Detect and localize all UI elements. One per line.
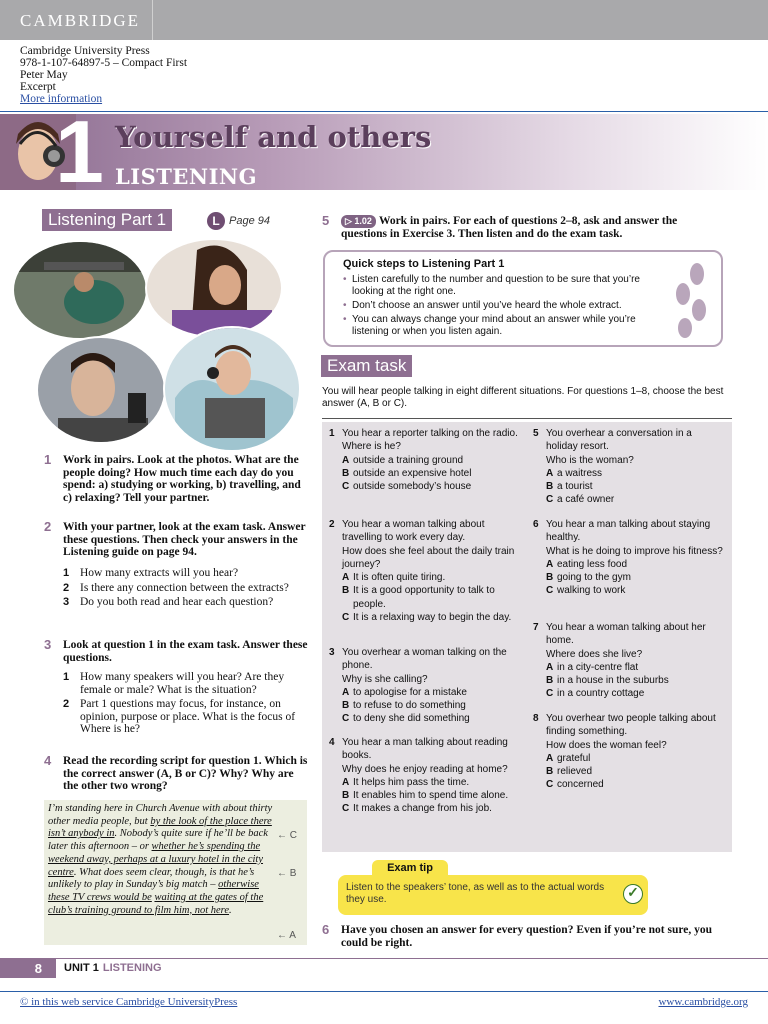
unit-title: Yourself and others: [115, 120, 432, 154]
list-item: • You can always change your mind about an answer while you’re listening or when you listen again.: [343, 314, 673, 338]
option-c[interactable]: C It is a relaxing way to begin the day.: [342, 612, 512, 624]
question-text: Have you chosen an answer for every question? Even if you’re not sure, you could be right.: [341, 924, 712, 949]
photo-commuter: [36, 336, 166, 444]
exam-item-3: 3 You overhear a woman talking on the phone. Why is she calling? A to apologise for a mistake B to refuse to do something C to deny she did something: [329, 646, 519, 726]
option-b[interactable]: B relieved: [546, 766, 593, 778]
exam-task-heading: Exam task: [321, 355, 412, 377]
question-3: [44, 639, 309, 664]
exam-item-5: 5 You overhear a conversation in a holiday resort. Who is the woman? A a waitress B a tourist C a café owner: [533, 427, 723, 507]
more-information-link[interactable]: More information: [20, 93, 103, 105]
divider: [322, 418, 732, 419]
exam-tip-label: Exam tip: [372, 860, 448, 876]
option-b[interactable]: B It is a good opportunity to talk to people.: [342, 585, 495, 610]
exam-item-7: 7 You hear a woman talking about her home. Where does she live? A in a city-centre flat B in a house in the suburbs C in a country cottage: [533, 621, 723, 701]
option-a[interactable]: A It helps him pass the time.: [342, 776, 470, 788]
publisher: Cambridge University Press: [20, 45, 150, 57]
option-c[interactable]: C walking to work: [546, 585, 626, 597]
exam-item-4: 4 You hear a man talking about reading books. Why does he enjoy reading at home? A It helps him pass the time. B It enables him to spend time alone. C It makes a change from his job.: [329, 736, 519, 816]
exam-item-1: 1 You hear a reporter talking on the radio. Where is he? A outside a training ground B outside an expensive hotel C outside somebody’s house: [329, 428, 518, 493]
author: Peter May: [20, 69, 68, 81]
page-footer: [0, 958, 768, 978]
exam-tip-box: [338, 875, 648, 915]
guide-page: Page 94: [229, 214, 270, 227]
section-subtitle: LISTENING: [115, 164, 258, 189]
question-6: [322, 924, 722, 949]
script-text: I’m standing here in Church Avenue with about thirty other media people, but by the look of the place there isn’t anybody in. Nobody’s quite sure if he’ll be back later this afternoon – or whether he’s spending the weekend away, perhaps at a luxury hotel in the city centre. What does seem clear, though, is that he’s unlikely to play in Sunday’s big match – otherwise these TV crews would be waiting at the gates of the club’s training ground to film him, not here.: [48, 803, 273, 916]
question-number: 6: [322, 922, 330, 937]
unit-label: UNIT 1 LISTENING: [64, 962, 162, 974]
guide-reference: [207, 212, 270, 230]
question-text: Read the recording script for question 1. Which is the correct answer (A, B or C)? Why? Why are the other two wrong?: [63, 755, 308, 792]
excerpt-label: Excerpt: [20, 81, 56, 93]
option-a[interactable]: A outside a training ground: [342, 454, 464, 466]
option-a[interactable]: A to apologise for a mistake: [342, 686, 467, 698]
question-text: With your partner, look at the exam task. Answer these questions. Then check your answers in the Listening guide on page 94.: [63, 521, 306, 558]
option-b[interactable]: B a tourist: [546, 481, 593, 493]
option-c[interactable]: C outside somebody’s house: [342, 481, 472, 493]
listening-part-heading: Listening Part 1: [42, 209, 172, 231]
exam-item-6: 6 You hear a man talking about staying healthy. What is he doing to improve his fitness? A eating less food B going to the gym C walking to work: [533, 519, 723, 597]
copyright-link[interactable]: © in this web service Cambridge UniversityPress: [20, 996, 238, 1008]
exam-task-box: [322, 422, 732, 852]
option-c[interactable]: C in a country cottage: [546, 688, 645, 700]
question-2: [44, 521, 309, 559]
list-item: 2 Is there any connection between the extracts?: [63, 581, 289, 594]
quick-steps-list: [343, 274, 673, 340]
list-item: • Don’t choose an answer until you’ve heard the whole extract.: [343, 300, 673, 312]
recording-script: [44, 800, 307, 945]
photo-student: [145, 238, 283, 338]
arrow-b-label: ← B: [277, 868, 297, 879]
question-4: [44, 755, 309, 793]
list-item: 1 How many extracts will you hear?: [63, 567, 239, 579]
option-b[interactable]: B to refuse to do something: [342, 700, 466, 712]
option-b[interactable]: B outside an expensive hotel: [342, 467, 472, 479]
option-b[interactable]: B It enables him to spend time alone.: [342, 790, 509, 802]
listening-guide-icon: L: [207, 212, 225, 230]
option-a[interactable]: A eating less food: [546, 558, 628, 570]
divider: [0, 991, 768, 992]
exam-tip-text: Listen to the speakers’ tone, as well as to the actual words they use.: [346, 882, 605, 905]
question-number: 4: [44, 753, 52, 768]
question-number: 3: [44, 637, 52, 652]
question-text: Look at question 1 in the exam task. Answer these questions.: [63, 639, 308, 664]
list-item: 2 Part 1 questions may focus, for instance, on opinion, purpose or place. What is the focus of Where is he?: [63, 698, 296, 735]
website-link[interactable]: www.cambridge.org: [658, 996, 748, 1008]
question-1: [44, 454, 309, 504]
list-item: 3 Do you both read and hear each question?: [63, 596, 274, 608]
question-number: 5: [322, 213, 330, 228]
option-c[interactable]: C concerned: [546, 779, 604, 791]
book-metadata: [20, 45, 187, 105]
question-text: Work in pairs. Look at the photos. What are the people doing? How much time each day do you spend: a) studying or working, b) travelling, and c) relaxing? Tell your partner.: [63, 454, 301, 504]
question-number: 2: [44, 519, 52, 534]
option-b[interactable]: B in a house in the suburbs: [546, 675, 669, 687]
page-number: 8: [0, 959, 56, 978]
exam-item-8: 8 You overhear two people talking about finding something. How does the woman feel? A grateful B relieved C concerned: [533, 712, 723, 792]
divider: [0, 111, 768, 112]
unit-banner: [0, 102, 768, 201]
photo-mechanic: [12, 240, 148, 340]
option-a[interactable]: A grateful: [546, 752, 591, 764]
footprints-icon: [669, 260, 713, 340]
quick-steps-box: [323, 250, 723, 347]
option-a[interactable]: A in a city-centre flat: [546, 661, 639, 673]
question-2-sublist: [63, 567, 313, 611]
question-5: [322, 215, 722, 240]
question-text: Work in pairs. For each of questions 2–8, ask and answer the questions in Exercise 3. Then listen and do the exam task.: [341, 215, 678, 240]
question-3-sublist: [63, 671, 313, 738]
exam-item-2: 2 You hear a woman talking about travelling to work every day. How does she feel about the daily train journey? A It is often quite tiring. B It is a good opportunity to talk to people. C It is a relaxing way to begin the day.: [329, 518, 519, 624]
question-number: 1: [44, 452, 52, 467]
audio-track-badge[interactable]: ▷ 1.02: [341, 215, 376, 228]
option-a[interactable]: A a waitress: [546, 467, 603, 479]
arrow-a-label: ← A: [277, 930, 296, 941]
option-c[interactable]: C to deny she did something: [342, 713, 470, 725]
top-bar: [0, 0, 768, 40]
brand-logo: CAMBRIDGE: [0, 0, 153, 40]
isbn: 978-1-107-64897-5 – Compact First: [20, 57, 188, 69]
option-a[interactable]: A It is often quite tiring.: [342, 572, 446, 584]
list-item: 1 How many speakers will you hear? Are they female or male? What is the situation?: [63, 671, 285, 696]
unit-number: 1: [55, 102, 104, 201]
option-b[interactable]: B going to the gym: [546, 572, 631, 584]
checkmark-icon: ✓: [623, 884, 643, 904]
option-c[interactable]: C It makes a change from his job.: [342, 803, 492, 815]
photo-relaxing: [163, 326, 301, 452]
arrow-c-label: ← C: [277, 830, 297, 841]
option-c[interactable]: C a café owner: [546, 494, 615, 506]
exam-instructions: You will hear people talking in eight different situations. For questions 1–8, choose the best answer (A, B or C).: [322, 386, 724, 409]
list-item: • Listen carefully to the number and question to be sure that you’re looking at the right one.: [343, 274, 673, 298]
quick-steps-title: Quick steps to Listening Part 1: [343, 258, 505, 270]
